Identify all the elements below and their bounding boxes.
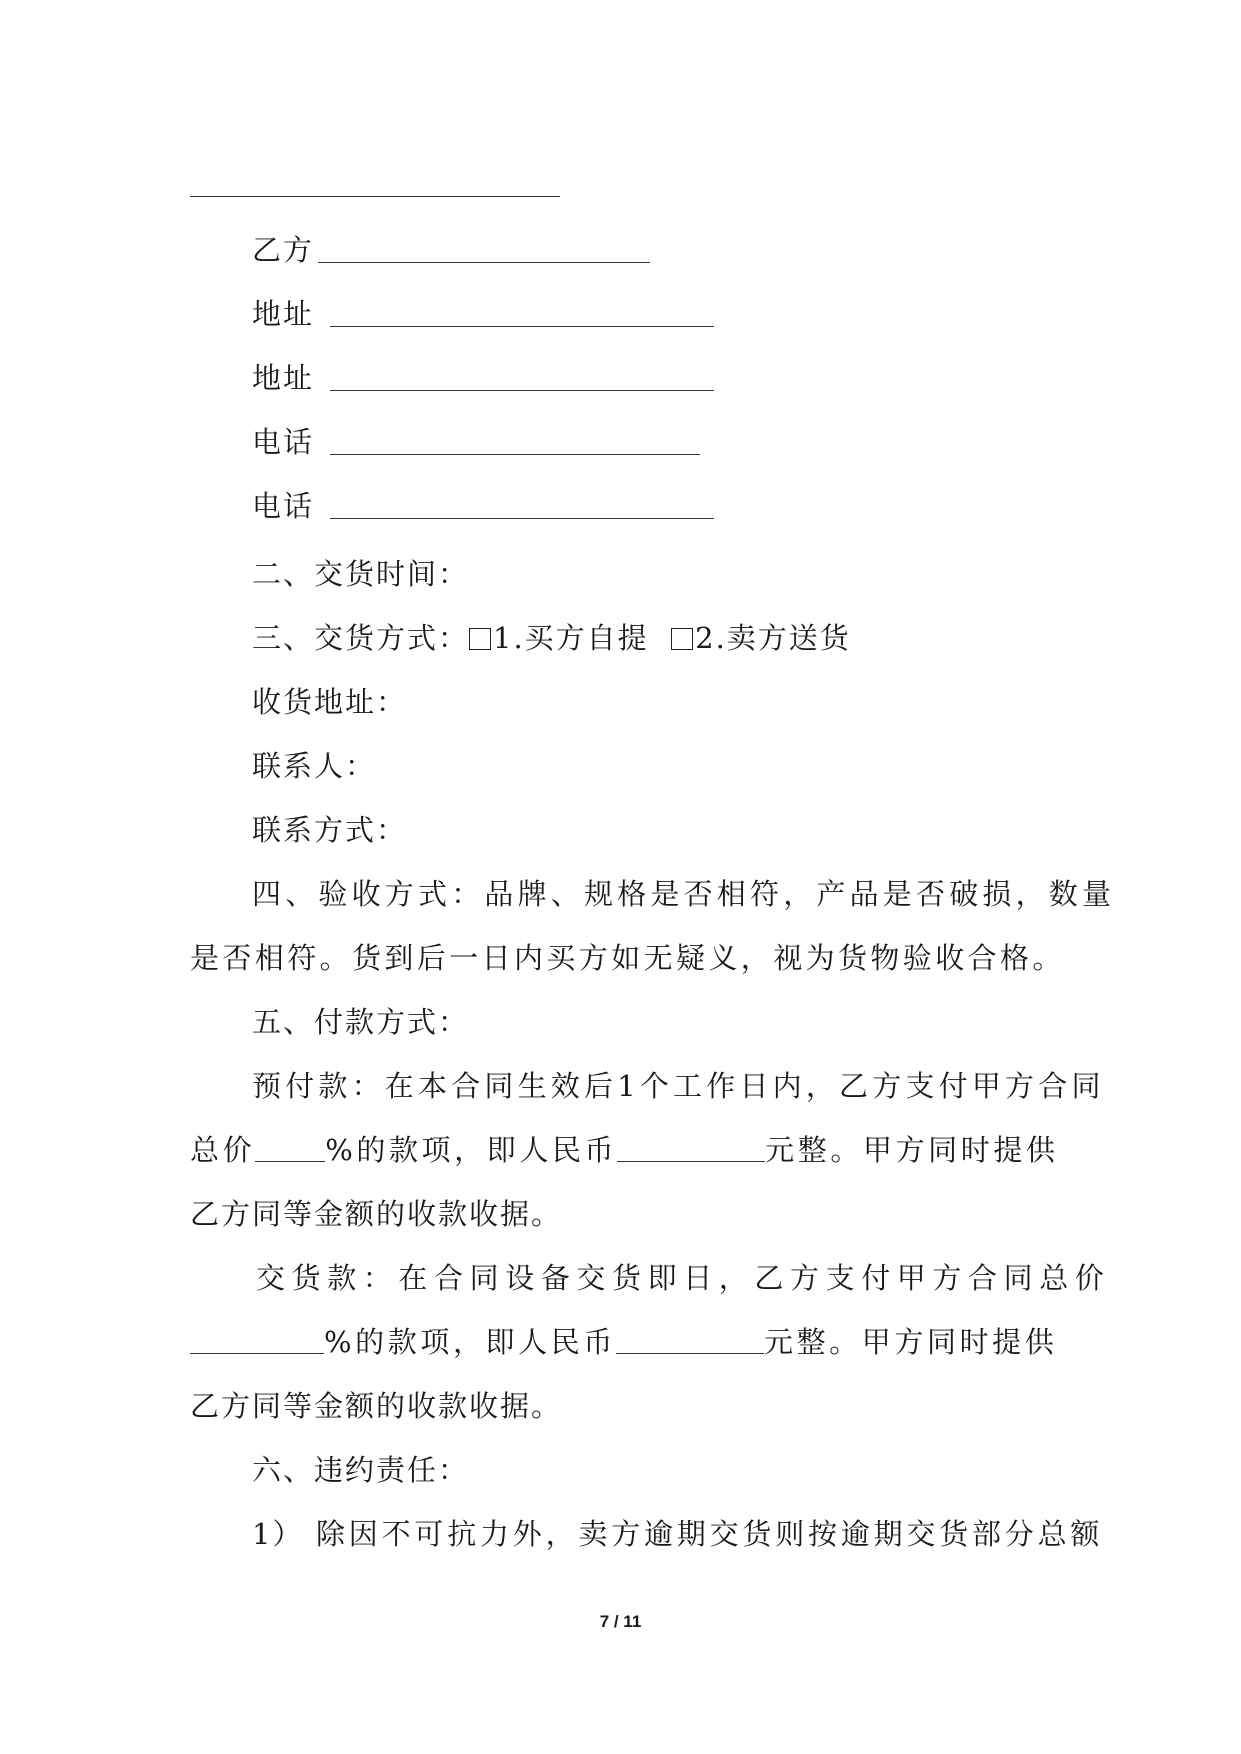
party-b-label: 乙方 (252, 233, 315, 267)
prepay-line-3: 乙方同等金额的收款收据。 (190, 1197, 563, 1231)
acceptance-line-1 (252, 874, 1116, 914)
receive-address: 收货地址： (252, 685, 408, 719)
checkbox-buyer-pickup[interactable] (469, 628, 491, 650)
delivery-pay-line-3: 乙方同等金额的收款收据。 (190, 1389, 563, 1423)
phone-blank-1 (330, 454, 700, 455)
delivery-pay-yuan-text: 元整。甲方同时提供 (763, 1325, 1058, 1359)
contact-person: 联系人： (252, 749, 377, 783)
phone-label-1: 电话 (252, 425, 315, 459)
prepay-percent-blank (255, 1135, 325, 1162)
payment-heading: 五、付款方式： (252, 1005, 470, 1039)
prepay-total-label: 总价 (190, 1133, 256, 1167)
option-seller-delivery: 2.卖方送货 (695, 621, 851, 655)
checkbox-seller-delivery[interactable] (671, 628, 693, 650)
breach-item-1-number: 1） (252, 1517, 304, 1551)
delivery-pay-percent-text: %的款项，即人民币 (324, 1325, 616, 1359)
delivery-time-heading: 二、交货时间： (252, 557, 470, 591)
option-buyer-pickup: 1.买方自提 (493, 621, 649, 655)
delivery-pay-text-1: 交货款：在合同设备交货即日，乙方支付甲方合同总价 (256, 1261, 1111, 1295)
breach-item-1-text (316, 1514, 1104, 1554)
breach-item-1-content: 除因不可抗力外，卖方逾期交货则按逾期交货部分总额 (316, 1517, 1104, 1551)
delivery-method-row (252, 618, 851, 658)
acceptance-text-1: 四、验收方式：品牌、规格是否相符，产品是否破损，数量 (252, 877, 1116, 911)
contact-method: 联系方式： (252, 813, 408, 847)
breach-heading: 六、违约责任： (252, 1453, 470, 1487)
delivery-pay-line-1 (256, 1258, 1111, 1298)
delivery-pay-amount-blank (616, 1327, 764, 1354)
top-signature-line (190, 196, 560, 197)
page-number: 7 / 11 (599, 1612, 642, 1631)
phone-label-2: 电话 (252, 489, 315, 523)
delivery-method-label: 三、交货方式： (252, 621, 470, 655)
prepay-percent-text: %的款项，即人民币 (325, 1133, 618, 1167)
party-b-blank (318, 262, 650, 263)
prepay-line-1 (252, 1066, 1105, 1106)
address-label-1: 地址 (252, 297, 315, 331)
prepay-text-1: 预付款：在本合同生效后1个工作日内，乙方支付甲方合同 (252, 1069, 1105, 1103)
prepay-amount-blank (617, 1135, 765, 1162)
address-blank-2 (330, 390, 714, 391)
acceptance-text-2: 是否相符。货到后一日内买方如无疑义，视为货物验收合格。 (190, 941, 1065, 975)
prepay-yuan-text: 元整。甲方同时提供 (765, 1133, 1059, 1167)
address-label-2: 地址 (252, 361, 315, 395)
phone-blank-2 (330, 518, 714, 519)
delivery-pay-percent-blank (190, 1327, 324, 1354)
delivery-pay-line-2 (190, 1322, 1057, 1362)
prepay-line-2 (190, 1130, 1059, 1170)
address-blank-1 (330, 326, 714, 327)
acceptance-line-2 (190, 938, 1065, 978)
